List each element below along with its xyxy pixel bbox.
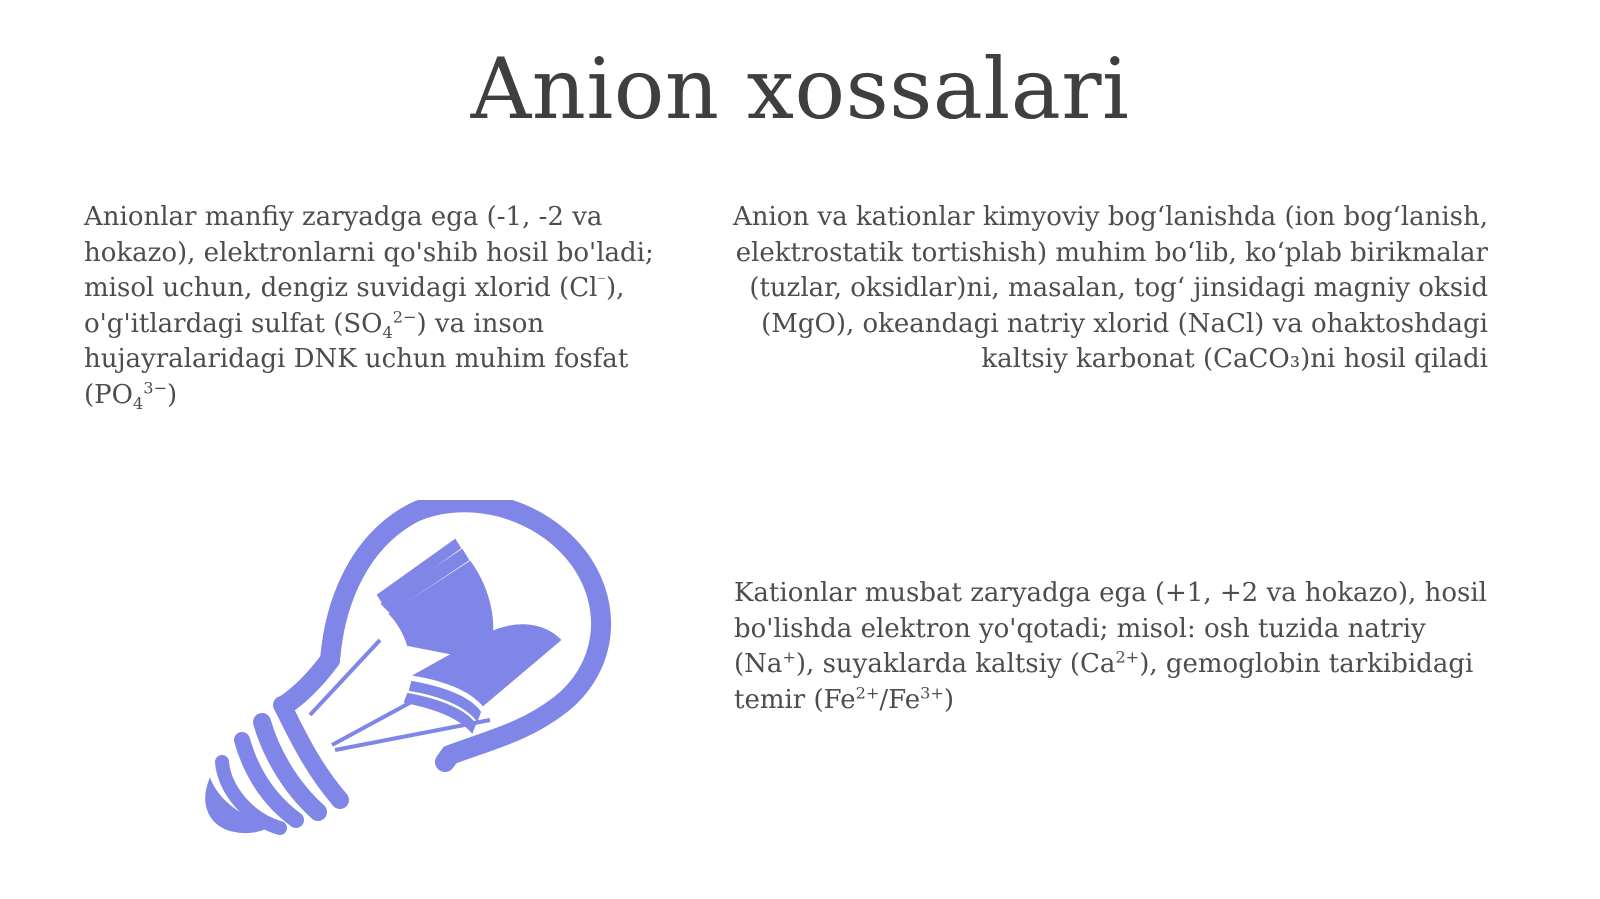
bonding-description-paragraph: Anion va kationlar kimyoviy bog‘lanishda (ion bog‘lanish, elektrostatik tortishish) muhim bo‘lib, ko‘plab birikmalar (tuzlar, oksidlar)ni, masalan, tog‘ jinsidagi magniy oksid (MgO), okeandagi natriy xlorid (NaCl) va ohaktoshdagi kaltsiy karbonat (CaCO₃)ni hosil qiladi <box>732 202 1488 374</box>
anion-text-part3: ) va inson hujayralaridagi DNK uchun muhim fosfat (PO <box>84 308 629 410</box>
cation-text-part5: ) <box>943 684 955 715</box>
iron3-charge: 3+ <box>920 682 944 702</box>
sulfate-charge: 2− <box>392 306 417 326</box>
cation-text-part2: ), suyaklarda kaltsiy (Ca <box>795 649 1116 679</box>
sulfate-subscript: 4 <box>382 322 393 342</box>
anion-text-part2: ), o'g'itlardagi sulfat (SO <box>84 273 625 339</box>
anion-text-part1: Anionlar manfiy zaryadga ega (-1, -2 va hokazo), elektronlarni qo'shib hosil bo'ladi; misol uchun, dengiz suvidagi xlorid (Cl <box>84 202 654 303</box>
phosphate-subscript: 4 <box>132 393 144 413</box>
lightbulb-book-icon <box>200 500 620 840</box>
cation-text-part3: ), gemoglobin tarkibidagi temir (Fe <box>734 649 1474 715</box>
cation-text-part1: Kationlar musbat zaryadga ega (+1, +2 va hokazo), hosil bo'lishda elektron yo'qotadi; misol: osh tuzida natriy (Na <box>734 578 1487 679</box>
calcium-charge: 2+ <box>1115 647 1140 667</box>
anion-text-part4: ) <box>166 379 178 410</box>
iron2-charge: 2+ <box>855 682 880 702</box>
chloride-charge: ⁻ <box>597 271 606 291</box>
phosphate-charge: 3− <box>143 377 167 397</box>
cation-description-paragraph <box>734 576 1504 718</box>
sodium-charge: + <box>782 647 796 667</box>
cation-text-part4: /Fe <box>879 684 921 715</box>
anion-description-paragraph <box>84 200 704 413</box>
slide-title: Anion xossalari <box>470 40 1130 138</box>
